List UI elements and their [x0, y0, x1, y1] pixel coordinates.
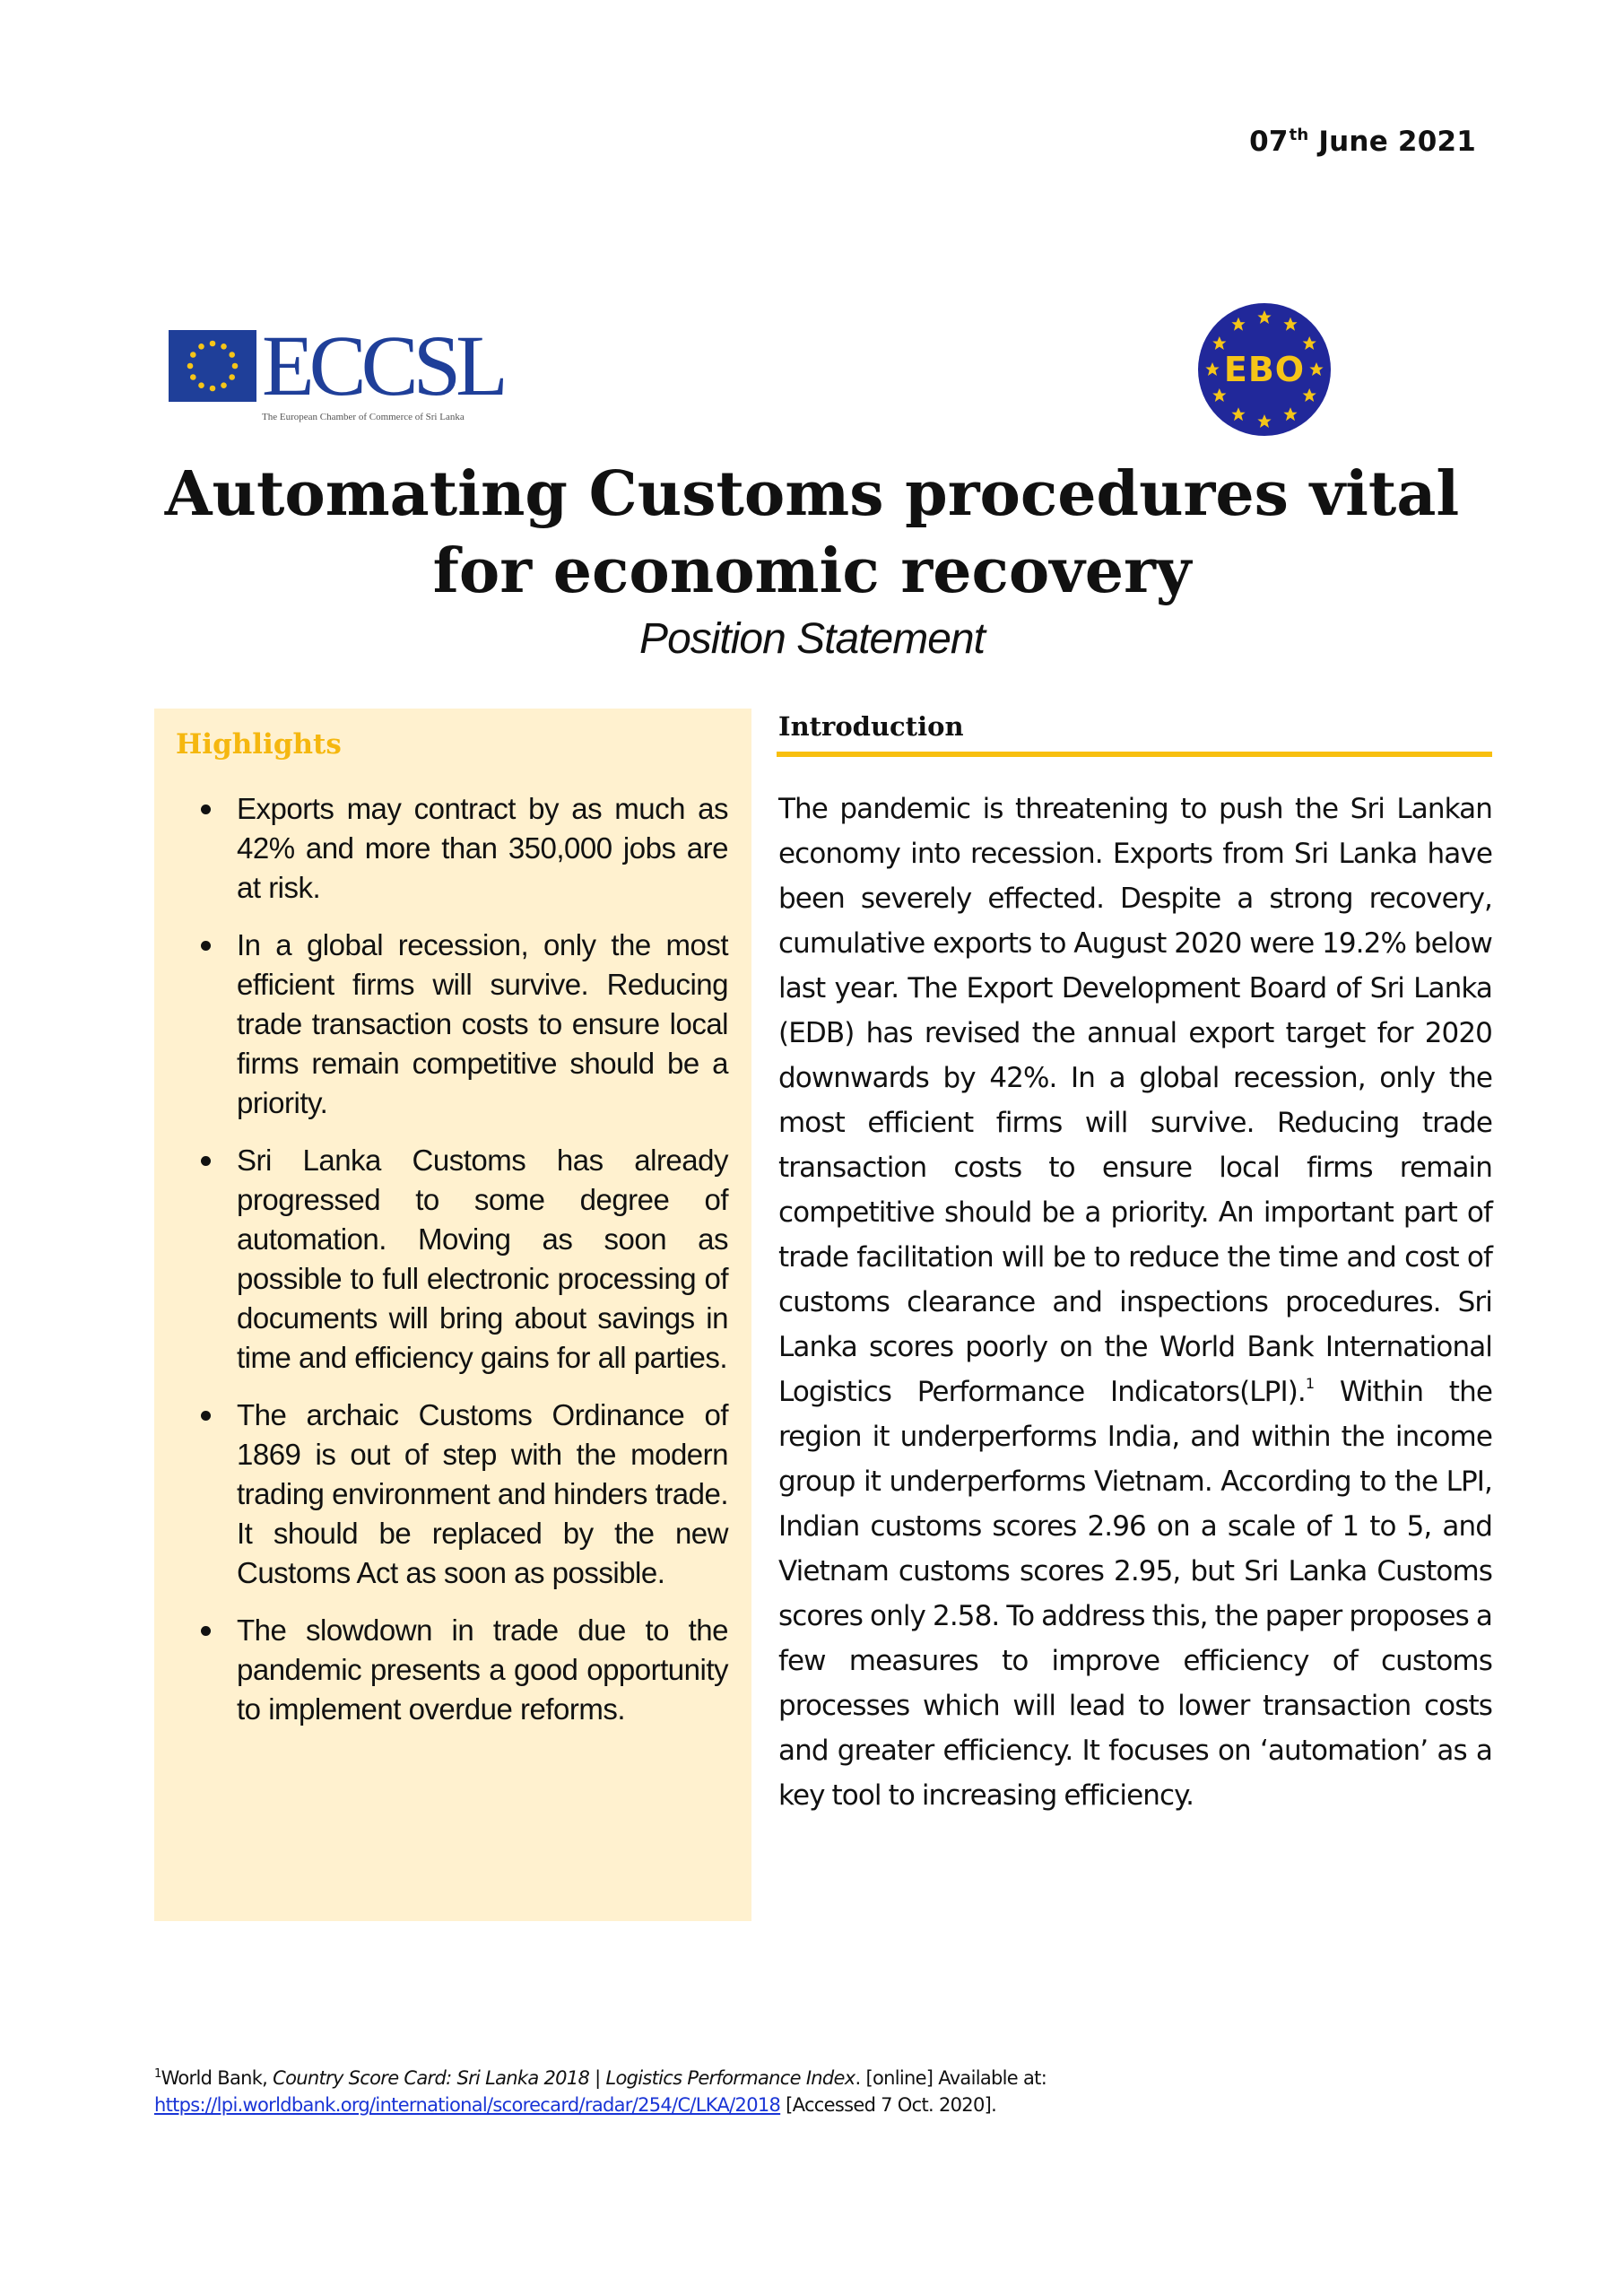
footnote-reference[interactable]: 1 [1305, 1375, 1315, 1392]
bullet-icon [201, 1626, 211, 1636]
introduction-divider [777, 752, 1492, 757]
footnote-lead: World Bank, [161, 2067, 274, 2089]
highlight-item [154, 789, 728, 908]
bullet-icon [201, 1156, 211, 1166]
highlight-text: Exports may contract by as much as 42% and more than 350,000 jobs are at risk. [237, 792, 728, 904]
eccsl-wordmark: ECCSL [262, 317, 503, 413]
title-line-2: for economic recovery [432, 535, 1192, 607]
date-month-year: June 2021 [1308, 126, 1476, 158]
footnote-source-title: Country Score Card: Sri Lanka 2018 | Logistics Performance Index [273, 2067, 855, 2089]
highlight-text: The archaic Customs Ordinance of 1869 is out of step with the modern trading environment and hinders trade. It should be replaced by the new Customs Act as soon as possible. [237, 1398, 728, 1589]
date-suffix: th [1289, 126, 1309, 144]
highlights-box [154, 709, 751, 1921]
footnote [154, 2065, 1320, 2118]
footnote-link[interactable]: https://lpi.worldbank.org/international/scorecard/radar/254/C/LKA/2018 [154, 2094, 781, 2116]
ebo-text: EBO [1223, 350, 1306, 389]
highlight-item [154, 1396, 728, 1593]
eccsl-tagline: The European Chamber of Commerce of Sri Lanka [262, 412, 465, 422]
bullet-icon [201, 941, 211, 951]
ebo-logo [1198, 303, 1331, 436]
highlights-heading: Highlights [176, 728, 342, 761]
introduction-body [778, 787, 1492, 1818]
highlight-text: Sri Lanka Customs has already progressed to some degree of automation. Moving as soon as possible to full electronic processing of documents will bring about savings in time and efficiency gains for all parties. [237, 1144, 728, 1374]
footnote-tail: . [online] Available at: [855, 2067, 1047, 2089]
highlight-item [154, 926, 728, 1123]
footnote-line-2 [154, 2092, 1320, 2118]
bullet-icon [201, 804, 211, 814]
highlight-text: In a global recession, only the most efficient firms will survive. Reducing trade transaction costs to ensure local firms remain competitive should be a priority. [237, 928, 728, 1119]
eccsl-logo [169, 317, 545, 430]
bullet-icon [201, 1411, 211, 1421]
introduction-heading: Introduction [778, 711, 964, 742]
page-subtitle: Position Statement [639, 615, 985, 663]
highlight-item [154, 1141, 728, 1378]
date-day: 07 [1249, 126, 1289, 158]
introduction-text-part-1: The pandemic is threatening to push the Sri Lankan economy into recession. Exports from Sri Lanka have been severely effected. Despite a strong recovery, cumulative exports to August 2020 were 19.2% below last year. The Export Development Board of Sri Lanka (EDB) has revised the annual export target for 2020 downwards by 42%. In a global recession, only the most efficient firms will survive. Reducing trade transaction costs to ensure local firms remain competitive should be a priority. An important part of trade facilitation will be to reduce the time and cost of customs clearance and inspections procedures. Sri Lanka scores poorly on the World Bank International Logistics Performance Indicators(LPI). [778, 793, 1492, 1408]
highlight-text: The slowdown in trade due to the pandemic presents a good opportunity to implement overdue reforms. [237, 1613, 728, 1726]
eccsl-text-column [262, 317, 545, 423]
document-date [1249, 126, 1476, 158]
highlight-item [154, 1611, 728, 1729]
title-line-1: Automating Customs procedures vital [164, 458, 1460, 530]
highlights-list [154, 789, 728, 1747]
eu-flag-icon [169, 330, 256, 402]
footnote-line-1 [154, 2065, 1320, 2092]
eu-stars-icon [169, 330, 256, 402]
footnote-accessed: [Accessed 7 Oct. 2020]. [780, 2094, 997, 2116]
footnote-marker: 1 [154, 2067, 161, 2081]
introduction-text-part-2: Within the region it underperforms India, and within the income group it underperforms Vietnam. According to the LPI, Indian customs scores 2.96 on a scale of 1 to 5, and Vietnam customs scores 2.95, but Sri Lanka Customs scores only 2.58. To address this, the paper proposes a few measures to improve efficiency of customs processes which will lead to lower transaction costs and greater efficiency. It focuses on ‘automation’ as a key tool to increasing efficiency. [778, 1376, 1492, 1812]
title-block [0, 456, 1624, 665]
